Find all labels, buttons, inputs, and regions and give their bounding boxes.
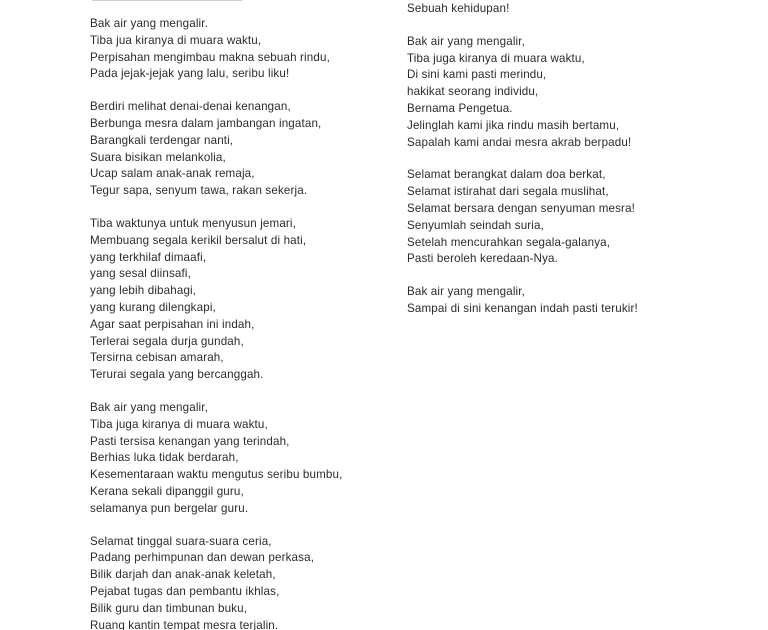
poem-line: Kerana sekali dipanggil guru, <box>90 484 244 498</box>
poem-line: Berbunga mesra dalam jambangan ingatan, <box>90 116 322 130</box>
poem-line: Tersirna cebisan amarah, <box>90 351 224 365</box>
poem-line: Pasti beroleh keredaan-Nya. <box>407 252 558 266</box>
stanza <box>407 34 707 152</box>
poem-line: Tegur sapa, senyum tawa, rakan sekerja. <box>90 184 308 198</box>
poem-line: Selamat istirahat dari segala muslihat, <box>407 185 609 199</box>
stanza <box>407 284 707 318</box>
poem-line: Barangkali terdengar nanti, <box>90 133 234 147</box>
stanza <box>407 1 707 18</box>
poem-line: Bak air yang mengalir, <box>407 285 526 299</box>
poem-line: Selamat berangkat dalam doa berkat, <box>407 168 606 182</box>
cropped-text-fragment <box>92 0 242 1</box>
poem-line: Senyumlah seindah suria, <box>407 218 545 232</box>
poem-line: Tiba juga kiranya di muara waktu, <box>90 417 268 431</box>
poem-line: selamanya pun bergelar guru. <box>90 501 249 515</box>
poem-line: Padang perhimpunan dan dewan perkasa, <box>90 551 315 565</box>
poem-line: Selamat tinggal suara-suara ceria, <box>90 534 272 548</box>
stanza <box>90 534 390 630</box>
poem-left-column <box>90 16 390 630</box>
poem-line: Bilik darjah dan anak-anak keletah, <box>90 568 276 582</box>
poem-right-column <box>407 1 707 334</box>
poem-line: Pejabat tugas dan pembantu ikhlas, <box>90 584 280 598</box>
stanza <box>90 16 390 83</box>
poem-line: Bak air yang mengalir, <box>407 34 526 48</box>
poem-line: Ruang kantin tempat mesra terjalin. <box>90 618 279 630</box>
poem-line: Terlerai segala durja gundah, <box>90 334 244 348</box>
poem-line: Sebuah kehidupan! <box>407 2 510 15</box>
poem-line: Selamat bersara dengan senyuman mesra! <box>407 201 636 215</box>
poem-line: Berdiri melihat denai-denai kenangan, <box>90 100 291 114</box>
poem-line: yang lebih dibahagi, <box>90 284 197 298</box>
stanza <box>90 216 390 384</box>
poem-line: Ucap salam anak-anak remaja, <box>90 167 255 181</box>
poem-line: Berhias luka tidak berdarah, <box>90 451 239 465</box>
poem-line: Tiba jua kiranya di muara waktu, <box>90 33 262 47</box>
poem-line: Bernama Pengetua. <box>407 101 513 115</box>
poem-line: Bilik guru dan timbunan buku, <box>90 601 248 615</box>
poem-line: Bak air yang mengalir. <box>90 17 209 30</box>
poem-line: Jelinglah kami jika rindu masih bertamu, <box>407 118 620 132</box>
poem-line: Pada jejak-jejak yang lalu, seribu liku! <box>90 67 290 81</box>
poem-line: Kesementaraan waktu mengutus seribu bumbu, <box>90 468 343 482</box>
stanza <box>407 167 707 268</box>
poem-line: yang kurang dilengkapi, <box>90 300 216 314</box>
stanza <box>90 400 390 518</box>
stanza <box>90 99 390 200</box>
poem-line: yang sesal diinsafi, <box>90 267 191 281</box>
poem-line: Bak air yang mengalir, <box>90 400 209 414</box>
poem-line: Sapalah kami andai mesra akrab berpadu! <box>407 135 632 149</box>
poem-line: Terurai segala yang bercanggah. <box>90 368 264 382</box>
poem-line: Pasti tersisa kenangan yang terindah, <box>90 434 290 448</box>
poem-line: hakikat seorang individu, <box>407 85 539 99</box>
poem-line: Membuang segala kerikil bersalut di hati, <box>90 233 307 247</box>
poem-line: Tiba waktunya untuk menyusun jemari, <box>90 216 297 230</box>
poem-line: Tiba juga kiranya di muara waktu, <box>407 51 585 65</box>
poem-line: Perpisahan mengimbau makna sebuah rindu, <box>90 50 330 64</box>
poem-line: Agar saat perpisahan ini indah, <box>90 317 255 331</box>
poem-line: Sampai di sini kenangan indah pasti terukir! <box>407 301 638 315</box>
poem-line: yang terkhilaf dimaafi, <box>90 250 207 264</box>
poem-line: Setelah mencurahkan segala-galanya, <box>407 235 611 249</box>
poem-line: Di sini kami pasti merindu, <box>407 68 547 82</box>
poem-line: Suara bisikan melankolia, <box>90 150 226 164</box>
